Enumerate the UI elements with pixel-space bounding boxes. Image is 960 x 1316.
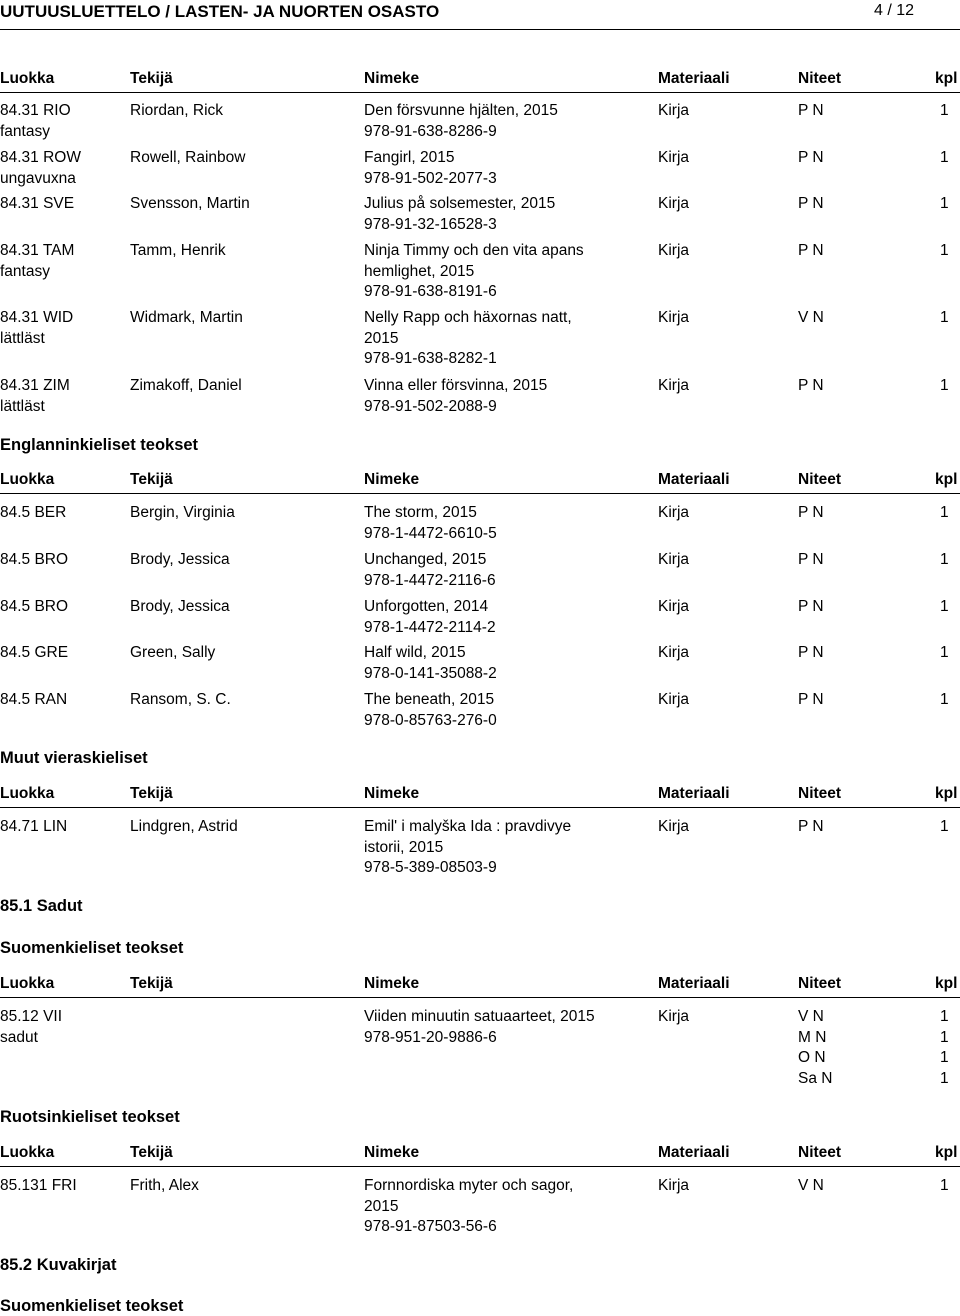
niteet-cell: V N [798, 309, 824, 326]
nimeke-cell: Vinna eller försvinna, 2015 978-91-502-2088-9 [364, 377, 548, 415]
header-rule [0, 493, 960, 494]
column-header-row [0, 1144, 960, 1164]
nimeke-cell: Unchanged, 2015 978-1-4472-2116-6 [364, 551, 496, 589]
tekija-cell: Brody, Jessica [130, 551, 230, 568]
luokka-cell: 84.71 LIN [0, 818, 68, 835]
section-heading: Muut vieraskieliset [0, 749, 148, 767]
tekija-cell: Tamm, Henrik [130, 242, 226, 259]
section-heading: Suomenkieliset teokset [0, 939, 184, 957]
header-rule [0, 1166, 960, 1167]
col-materiaali: Materiaali [658, 1144, 730, 1161]
niteet-cell: P N [798, 691, 824, 708]
col-materiaali: Materiaali [658, 785, 730, 802]
kpl-cell: 1 [940, 551, 949, 568]
luokka-cell: 84.31 WID lättläst [0, 309, 74, 347]
nimeke-cell: Julius på solsemester, 2015 978-91-32-16528-3 [364, 195, 556, 233]
page-number: 4 / 12 [873, 2, 914, 19]
tekija-cell: Riordan, Rick [130, 102, 224, 119]
tekija-cell: Bergin, Virginia [130, 504, 235, 521]
nimeke-cell: Den försvunne hjälten, 2015 978-91-638-8286-9 [364, 102, 558, 140]
nimeke-cell: Fangirl, 2015 978-91-502-2077-3 [364, 149, 497, 187]
kpl-cell: 1 [940, 598, 949, 615]
page-title: UUTUUSLUETTELO / LASTEN- JA NUORTEN OSASTO [0, 2, 440, 21]
nimeke-cell: Half wild, 2015 978-0-141-35088-2 [364, 644, 497, 682]
materiaali-cell: Kirja [658, 691, 690, 708]
nimeke-cell: Fornnordiska myter och sagor, 2015 978-91-87503-56-6 [364, 1177, 574, 1235]
niteet-cell: P N [798, 551, 824, 568]
niteet-cell: P N [798, 818, 824, 835]
tekija-cell: Green, Sally [130, 644, 216, 661]
materiaali-cell: Kirja [658, 1177, 690, 1194]
tekija-cell: Svensson, Martin [130, 195, 250, 212]
header-rule [0, 29, 960, 30]
nimeke-cell: The storm, 2015 978-1-4472-6610-5 [364, 504, 497, 542]
col-nimeke: Nimeke [364, 785, 420, 802]
luokka-cell: 84.31 ZIM lättläst [0, 377, 70, 415]
materiaali-cell: Kirja [658, 818, 690, 835]
col-kpl: kpl [935, 785, 958, 802]
section-heading: Ruotsinkieliset teokset [0, 1108, 180, 1126]
page-header [0, 0, 960, 30]
section-heading: Suomenkieliset teokset [0, 1297, 184, 1315]
nimeke-cell: Unforgotten, 2014 978-1-4472-2114-2 [364, 598, 496, 636]
header-rule [0, 92, 960, 93]
tekija-cell: Frith, Alex [130, 1177, 199, 1194]
kpl-cell: 1 [940, 309, 949, 326]
kpl-cell: 1 [940, 242, 949, 259]
header-rule [0, 997, 960, 998]
kpl-cell: 1 [940, 377, 949, 394]
tekija-cell: Ransom, S. C. [130, 691, 231, 708]
col-luokka: Luokka [0, 785, 55, 802]
col-luokka: Luokka [0, 70, 55, 87]
col-niteet: Niteet [798, 471, 842, 488]
kpl-cell: 1 [940, 195, 949, 212]
kpl-cell: 1 1 1 1 [940, 1008, 949, 1087]
materiaali-cell: Kirja [658, 598, 690, 615]
luokka-cell: 85.131 FRI [0, 1177, 77, 1194]
col-tekija: Tekijä [130, 975, 173, 992]
materiaali-cell: Kirja [658, 149, 690, 166]
nimeke-cell: Viiden minuutin satuaarteet, 2015 978-951-20-9886-6 [364, 1008, 595, 1046]
niteet-cell: P N [798, 149, 824, 166]
col-niteet: Niteet [798, 1144, 842, 1161]
materiaali-cell: Kirja [658, 377, 690, 394]
col-luokka: Luokka [0, 471, 55, 488]
group-heading: 85.2 Kuvakirjat [0, 1256, 117, 1274]
col-kpl: kpl [935, 1144, 958, 1161]
niteet-cell: P N [798, 377, 824, 394]
kpl-cell: 1 [940, 149, 949, 166]
col-kpl: kpl [935, 975, 958, 992]
materiaali-cell: Kirja [658, 242, 690, 259]
tekija-cell: Zimakoff, Daniel [130, 377, 242, 394]
niteet-cell: P N [798, 242, 824, 259]
col-luokka: Luokka [0, 975, 55, 992]
nimeke-cell: The beneath, 2015 978-0-85763-276-0 [364, 691, 497, 729]
niteet-cell: P N [798, 102, 824, 119]
luokka-cell: 84.5 RAN [0, 691, 68, 708]
tekija-cell: Rowell, Rainbow [130, 149, 246, 166]
luokka-cell: 84.5 BER [0, 504, 67, 521]
materiaali-cell: Kirja [658, 644, 690, 661]
column-header-row [0, 975, 960, 995]
col-nimeke: Nimeke [364, 1144, 420, 1161]
kpl-cell: 1 [940, 644, 949, 661]
col-luokka: Luokka [0, 1144, 55, 1161]
materiaali-cell: Kirja [658, 102, 690, 119]
luokka-cell: 84.31 RIO fantasy [0, 102, 71, 140]
col-niteet: Niteet [798, 70, 842, 87]
luokka-cell: 84.5 BRO [0, 551, 69, 568]
kpl-cell: 1 [940, 504, 949, 521]
niteet-cell: V N M N O N Sa N [798, 1008, 833, 1087]
header-rule [0, 807, 960, 808]
nimeke-cell: Emil' i malyška Ida : pravdivye istorii, 2015 978-5-389-08503-9 [364, 818, 572, 876]
col-niteet: Niteet [798, 975, 842, 992]
nimeke-cell: Nelly Rapp och häxornas natt, 2015 978-91-638-8282-1 [364, 309, 572, 367]
column-header-row [0, 70, 960, 90]
niteet-cell: V N [798, 1177, 824, 1194]
col-nimeke: Nimeke [364, 471, 420, 488]
col-materiaali: Materiaali [658, 975, 730, 992]
kpl-cell: 1 [940, 818, 949, 835]
col-nimeke: Nimeke [364, 975, 420, 992]
col-kpl: kpl [935, 70, 958, 87]
luokka-cell: 84.5 BRO [0, 598, 69, 615]
col-tekija: Tekijä [130, 471, 173, 488]
section-heading: Englanninkieliset teokset [0, 436, 199, 454]
materiaali-cell: Kirja [658, 504, 690, 521]
tekija-cell: Lindgren, Astrid [130, 818, 238, 835]
column-header-row [0, 785, 960, 805]
luokka-cell: 84.31 SVE [0, 195, 75, 212]
col-niteet: Niteet [798, 785, 842, 802]
niteet-cell: P N [798, 195, 824, 212]
kpl-cell: 1 [940, 102, 949, 119]
col-tekija: Tekijä [130, 1144, 173, 1161]
materiaali-cell: Kirja [658, 195, 690, 212]
materiaali-cell: Kirja [658, 551, 690, 568]
col-tekija: Tekijä [130, 70, 173, 87]
niteet-cell: P N [798, 504, 824, 521]
luokka-cell: 84.31 TAM fantasy [0, 242, 75, 280]
tekija-cell: Widmark, Martin [130, 309, 243, 326]
niteet-cell: P N [798, 644, 824, 661]
col-materiaali: Materiaali [658, 70, 730, 87]
luokka-cell: 84.31 ROW ungavuxna [0, 149, 81, 187]
luokka-cell: 85.12 VII sadut [0, 1008, 63, 1046]
luokka-cell: 84.5 GRE [0, 644, 69, 661]
nimeke-cell: Ninja Timmy och den vita apans hemlighet, 2015 978-91-638-8191-6 [364, 242, 584, 300]
col-kpl: kpl [935, 471, 958, 488]
col-materiaali: Materiaali [658, 471, 730, 488]
tekija-cell: Brody, Jessica [130, 598, 230, 615]
materiaali-cell: Kirja [658, 1008, 690, 1025]
col-nimeke: Nimeke [364, 70, 420, 87]
kpl-cell: 1 [940, 1177, 949, 1194]
column-header-row [0, 471, 960, 491]
materiaali-cell: Kirja [658, 309, 690, 326]
kpl-cell: 1 [940, 691, 949, 708]
niteet-cell: P N [798, 598, 824, 615]
group-heading: 85.1 Sadut [0, 897, 83, 915]
col-tekija: Tekijä [130, 785, 173, 802]
